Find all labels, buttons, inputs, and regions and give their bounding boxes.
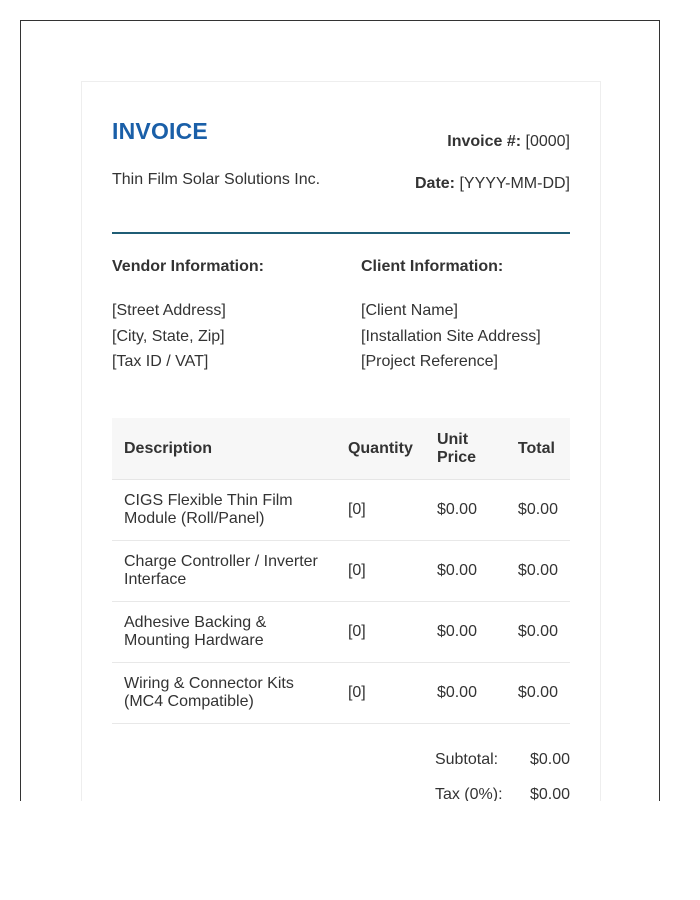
- cell-unit-price: $0.00: [425, 541, 506, 602]
- subtotal-value: $0.00: [529, 751, 570, 768]
- client-address-line: [Project Reference]: [361, 353, 498, 370]
- invoice-number-value: [0000]: [525, 133, 570, 150]
- cell-unit-price: $0.00: [425, 480, 506, 541]
- invoice-date: [415, 175, 570, 193]
- vendor-address-line: [Street Address]: [112, 302, 226, 319]
- client-address-line: [Installation Site Address]: [361, 327, 541, 345]
- column-header-total: Total: [506, 418, 570, 480]
- invoice-date-label: Date:: [415, 175, 456, 192]
- cell-total: $0.00: [506, 602, 570, 663]
- client-information: [361, 258, 581, 375]
- cell-description: CIGS Flexible Thin Film Module (Roll/Panel): [112, 480, 336, 541]
- company-name: Thin Film Solar Solutions Inc.: [112, 171, 321, 188]
- cell-unit-price: $0.00: [425, 602, 506, 663]
- cell-total: $0.00: [506, 480, 570, 541]
- subtotal-row: [435, 751, 570, 769]
- vendor-information: [112, 258, 332, 375]
- cell-description: Adhesive Backing & Mounting Hardware: [112, 602, 336, 663]
- cell-total: $0.00: [506, 541, 570, 602]
- table-row: [112, 663, 570, 724]
- cell-unit-price: $0.00: [425, 663, 506, 724]
- table-header-row: [112, 418, 570, 480]
- vendor-address-line: [City, State, Zip]: [112, 327, 225, 345]
- vendor-heading: Vendor Information:: [112, 258, 264, 275]
- tax-label: Tax (0%):: [434, 786, 503, 801]
- cell-quantity: [0]: [336, 663, 425, 724]
- line-items-table: [112, 418, 570, 724]
- tax-value: $0.00: [529, 786, 570, 801]
- vendor-address-line: [Tax ID / VAT]: [112, 353, 209, 370]
- cell-description: Charge Controller / Inverter Interface: [112, 541, 336, 602]
- cell-total: $0.00: [506, 663, 570, 724]
- cell-quantity: [0]: [336, 541, 425, 602]
- header-divider: [112, 232, 570, 234]
- document-viewport: [20, 20, 660, 801]
- invoice-number: [447, 133, 570, 151]
- tax-row: [435, 786, 570, 801]
- invoice-number-label: Invoice #:: [447, 133, 522, 150]
- column-header-description: Description: [112, 418, 336, 480]
- client-heading: Client Information:: [361, 258, 504, 275]
- client-address-line: [Client Name]: [361, 302, 458, 319]
- cell-quantity: [0]: [336, 602, 425, 663]
- column-header-unit-price: Unit Price: [425, 418, 506, 480]
- table-row: [112, 541, 570, 602]
- invoice-title: INVOICE: [112, 118, 208, 144]
- cell-description: Wiring & Connector Kits (MC4 Compatible): [112, 663, 336, 724]
- invoice-date-value: [YYYY-MM-DD]: [459, 175, 570, 192]
- table-row: [112, 602, 570, 663]
- cell-quantity: [0]: [336, 480, 425, 541]
- invoice-sheet: [81, 81, 601, 801]
- subtotal-label: Subtotal:: [434, 751, 499, 768]
- column-header-quantity: Quantity: [336, 418, 425, 480]
- table-row: [112, 480, 570, 541]
